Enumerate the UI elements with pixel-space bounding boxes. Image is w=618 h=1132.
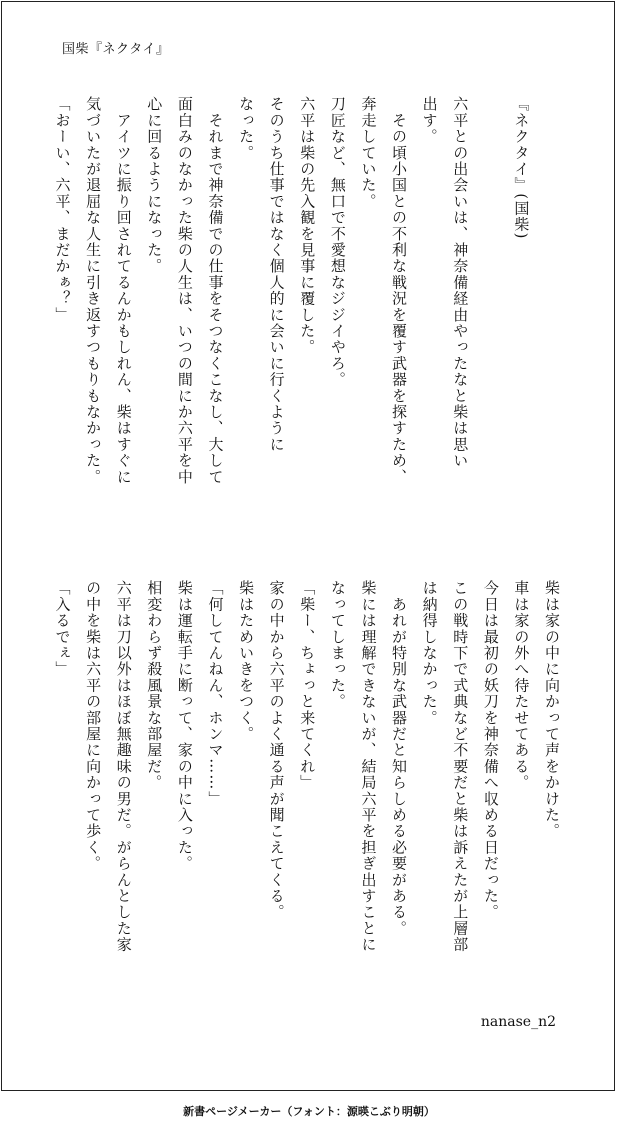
text-column: の中を柴は六平の部屋に向かって歩く。 [84,580,103,872]
text-column: 六平は刀以外はほぼ無趣味の男だ。がらんとした家 [114,580,133,953]
text-column: 「おーい、六平、まだかぁ？」 [53,96,72,323]
text-column: アイツに振り回されてるんかもしれん、柴はすぐに [114,96,133,485]
page-frame [1,1,615,1091]
text-column: 今日は最初の妖刀を神奈備へ収める日だった。 [481,580,500,921]
text-column: 柴はためいきをつく。 [237,580,256,742]
running-title: 国柴『ネクタイ』 [62,42,170,57]
text-column: 柴は家の中に向かって声をかけた。 [543,580,561,840]
author-name: nanase_n2 [480,1014,556,1030]
generator-credit: 新書ページメーカー（フォント：源暎こぶり明朝） [183,1105,435,1118]
text-column: 柴には理解できないが、結局六平を担ぎ出すことに [359,580,378,953]
text-column: 「柴ー、ちょっと来てくれ」 [298,580,317,791]
text-column: 奔走していた。 [359,96,378,210]
text-column: は納得しなかった。 [420,580,439,726]
text-column: 「入るでぇ」 [53,580,72,678]
story-title: 『ネクタイ』(国柴) [512,96,531,240]
text-column: 刀匠など、無口で不愛想なジジイやろ。 [328,96,347,388]
text-column: その頃小国との不利な戦況を覆す武器を探すため、 [390,96,409,485]
text-column: 六平は柴の先入観を見事に覆した。 [298,96,317,356]
text-column: 「何してんねん、ホンマ……」 [206,580,225,807]
lower-text-tier [44,580,564,980]
text-column: 心に回るようになった。 [145,96,164,275]
text-column: あれが特別な武器だと知らしめる必要がある。 [390,580,409,937]
text-column: 出す。 [420,96,439,145]
text-column: 車は家の外へ待たせてある。 [512,580,531,791]
text-column: なった。 [237,96,256,161]
text-column: 六平との出会いは、神奈備経由やったなと柴は思い [451,96,470,469]
text-column: そのうち仕事ではなく個人的に会いに行くように [267,96,286,453]
upper-text-tier [44,96,564,536]
text-column: なってしまった。 [328,580,347,710]
text-column: 気づいたが退屈な人生に引き返すつもりもなかった。 [84,96,103,485]
text-column: この戦時下で式典など不要だと柴は訴えたが上層部 [451,580,470,953]
text-column: 相変わらず殺風景な部屋だ。 [145,580,164,791]
text-column: 柴は運転手に断って、家の中に入った。 [175,580,194,872]
text-column: 家の中から六平のよく通る声が聞こえてくる。 [267,580,286,921]
text-column: 面白みのなかった柴の人生は、いつの間にか六平を中 [175,96,194,485]
text-column: それまで神奈備での仕事をそつなくこなし、大して [206,96,225,485]
